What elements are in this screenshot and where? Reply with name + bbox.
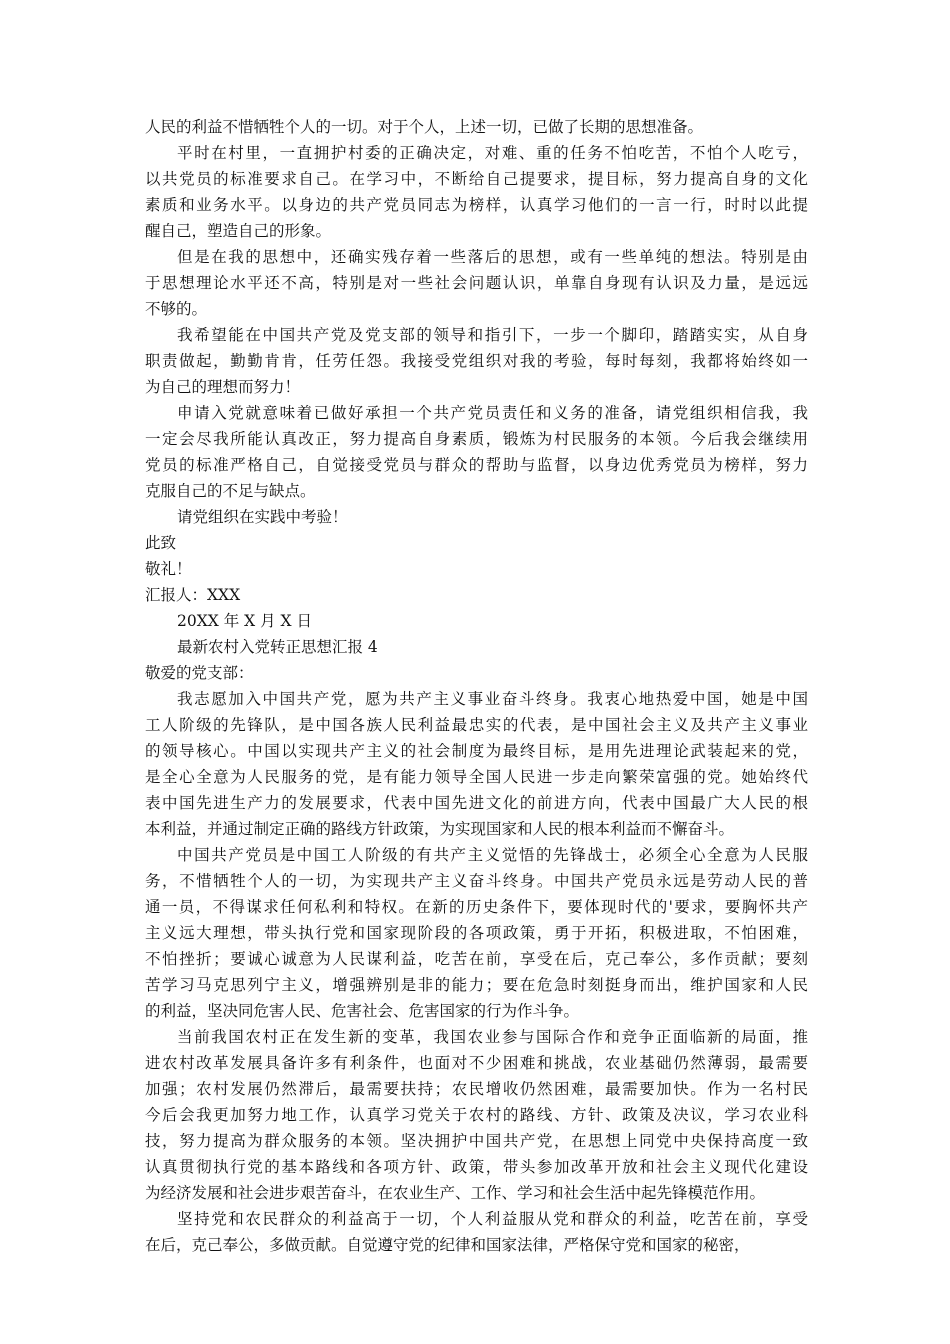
text-line: 当前我国农村正在发生新的变革，我国农业参与国际合作和竞争正面临新的局面，推 [177, 1028, 808, 1046]
text-line: 工人阶级的先锋队，是中国各族人民利益最忠实的代表，是中国社会主义及共产主义事业 [145, 716, 808, 734]
paragraph [145, 634, 808, 660]
text-line: 最新农村入党转正思想汇报 4 [177, 638, 378, 656]
text-line: 为经济发展和社会进步艰苦奋斗，在农业生产、工作、学习和社会生活中起先锋模范作用。 [145, 1184, 766, 1202]
text-line: 坚持党和农民群众的利益高于一切，个人利益服从党和群众的利益，吃苦在前，享受 [177, 1210, 808, 1228]
paragraph [145, 504, 808, 530]
text-line: 苦学习马克思列宁主义，增强辨别是非的能力；要在危急时刻挺身而出，维护国家和人民 [145, 976, 808, 994]
text-line: 务，不惜牺牲个人的一切，为实现共产主义奋斗终身。中国共产党员永远是劳动人民的普 [145, 872, 808, 890]
text-line: 20XX 年 X 月 X 日 [177, 612, 312, 630]
paragraph [145, 608, 808, 634]
text-line: 请党组织在实践中考验！ [177, 508, 348, 526]
text-line: 此致 [145, 534, 177, 552]
text-line: 人民的利益不惜牺牲个人的一切。对于个人，上述一切，已做了长期的思想准备。 [145, 118, 704, 136]
text-line: 的利益，坚决同危害人民、危害社会、危害国家的行为作斗争。 [145, 1002, 580, 1020]
text-line: 在后，克己奉公，多做贡献。自觉遵守党的纪律和国家法律，严格保守党和国家的秘密， [145, 1236, 750, 1254]
document-body [145, 114, 808, 1258]
text-line: 本利益，并通过制定正确的路线方针政策，为实现国家和人民的根本利益而不懈奋斗。 [145, 820, 735, 838]
text-line: 的领导核心。中国以实现共产主义的社会制度为最终目标，是用先进理论武装起来的党， [145, 742, 808, 760]
text-line: 认真贯彻执行党的基本路线和各项方针、政策，带头参加改革开放和社会主义现代化建设 [145, 1158, 808, 1176]
text-line: 不够的。 [145, 300, 208, 318]
text-line: 汇报人：XXX [145, 586, 241, 604]
paragraph [145, 842, 808, 1024]
paragraph [145, 400, 808, 504]
text-line: 一定会尽我所能认真改正，努力提高自身素质，锻炼为村民服务的本领。今后我会继续用 [145, 430, 808, 448]
text-line: 为自己的理想而努力！ [145, 378, 301, 396]
paragraph [145, 1024, 808, 1206]
paragraph [145, 140, 808, 244]
text-line: 技，努力提高为群众服务的本领。坚决拥护中国共产党，在思想上同党中央保持高度一致 [145, 1132, 808, 1150]
text-line: 以共党员的标准要求自己。在学习中，不断给自己提要求，提目标，努力提高自身的文化 [145, 170, 808, 188]
paragraph [145, 582, 808, 608]
text-line: 不怕挫折；要诚心诚意为人民谋利益，吃苦在前，享受在后，克己奉公，多作贡献；要刻 [145, 950, 808, 968]
text-line: 党员的标准严格自己，自觉接受党员与群众的帮助与监督，以身边优秀党员为榜样，努力 [145, 456, 808, 474]
paragraph [145, 114, 808, 140]
paragraph [145, 322, 808, 400]
text-line: 职责做起，勤勤肯肯，任劳任怨。我接受党组织对我的考验，每时每刻，我都将始终如一 [145, 352, 808, 370]
text-line: 通一员，不得谋求任何私利和特权。在新的历史条件下，要体现时代的'要求，要胸怀共产 [145, 898, 808, 916]
text-line: 克服自己的不足与缺点。 [145, 482, 316, 500]
text-line: 表中国先进生产力的发展要求，代表中国先进文化的前进方向，代表中国最广大人民的根 [145, 794, 808, 812]
text-line: 但是在我的思想中，还确实残存着一些落后的思想，或有一些单纯的想法。特别是由 [177, 248, 808, 266]
text-line: 于思想理论水平还不高，特别是对一些社会问题认识，单靠自身现有认识及力量，是远远 [145, 274, 808, 292]
paragraph [145, 530, 808, 556]
text-line: 敬爱的党支部： [145, 664, 254, 682]
text-line: 加强；农村发展仍然滞后，最需要扶持；农民增收仍然困难，最需要加快。作为一名村民 [145, 1080, 808, 1098]
paragraph [145, 244, 808, 322]
text-line: 是全心全意为人民服务的党，是有能力领导全国人民进一步走向繁荣富强的党。她始终代 [145, 768, 808, 786]
paragraph [145, 556, 808, 582]
text-line: 中国共产党员是中国工人阶级的有共产主义觉悟的先锋战士，必须全心全意为人民服 [177, 846, 808, 864]
paragraph [145, 686, 808, 842]
text-line: 平时在村里，一直拥护村委的正确决定，对难、重的任务不怕吃苦，不怕个人吃亏， [177, 144, 808, 162]
text-line: 我志愿加入中国共产党，愿为共产主义事业奋斗终身。我衷心地热爱中国，她是中国 [177, 690, 808, 708]
text-line: 敬礼！ [145, 560, 192, 578]
text-line: 今后会我更加努力地工作，认真学习党关于农村的路线、方针、政策及决议，学习农业科 [145, 1106, 808, 1124]
text-line: 素质和业务水平。以身边的共产党员同志为榜样，认真学习他们的一言一行，时时以此提 [145, 196, 808, 214]
text-line: 进农村改革发展具备许多有利条件，也面对不少困难和挑战，农业基础仍然薄弱，最需要 [145, 1054, 808, 1072]
text-line: 醒自己，塑造自己的形象。 [145, 222, 332, 240]
text-line: 我希望能在中国共产党及党支部的领导和指引下，一步一个脚印，踏踏实实，从自身 [177, 326, 808, 344]
paragraph [145, 1206, 808, 1258]
text-line: 申请入党就意味着已做好承担一个共产党员责任和义务的准备，请党组织相信我，我 [177, 404, 808, 422]
paragraph [145, 660, 808, 686]
text-line: 主义远大理想，带头执行党和国家现阶段的各项政策，勇于开拓，积极进取，不怕困难， [145, 924, 808, 942]
